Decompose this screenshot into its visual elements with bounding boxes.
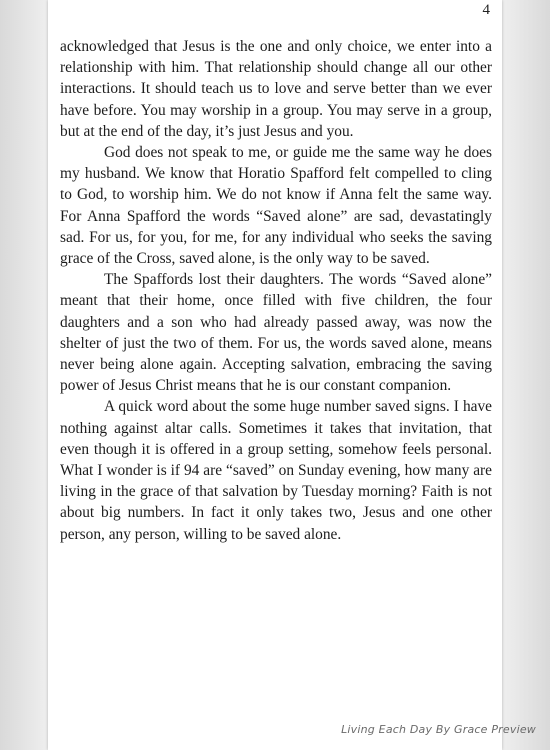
paragraph-4: A quick word about the some huge number saved signs. I have nothing against altar calls. Sometimes it takes that invitation, that even though it is offered in a group setting, somehow feels personal. What I wonder is if 94 are “saved” on Sunday evening, how many are living in the grace of that salvation by Tuesday morning? Faith is not about big numbers. In fact it only takes two, Jesus and one other person, any person, willing to be saved alone. [60,398,492,543]
page-body-text [60,36,492,545]
document-page[interactable] [48,0,502,750]
paragraph-1: acknowledged that Jesus is the one and only choice, we enter into a relationship with him. That relationship should change all our other interactions. It should teach us to love and serve better than we ever have before. You may worship in a group. You may serve in a group, but at the end of the day, it’s just Jesus and you. [60,38,492,140]
page-number: 4 [482,2,490,18]
paragraph-2: God does not speak to me, or guide me the same way he does my husband. We know that Horatio Spafford felt compelled to cling to God, to worship him. We do not know if Anna felt the same way. For Anna Spafford the words “Saved alone” are sad, devastatingly sad. For us, for you, for me, for any individual who seeks the saving grace of the Cross, saved alone, is the only way to be saved. [60,144,492,268]
viewer-background-right [502,0,550,750]
paragraph-3: The Spaffords lost their daughters. The words “Saved alone” meant that their home, once filled with five children, the four daughters and a son who had already passed away, was now the shelter of just the two of them. For us, the words saved alone, means never being alone again. Accepting salvation, embracing the saving power of Jesus Christ means that he is our constant companion. [60,271,492,395]
preview-watermark: Living Each Day By Grace Preview [341,723,536,736]
viewer-background-left [0,0,48,750]
